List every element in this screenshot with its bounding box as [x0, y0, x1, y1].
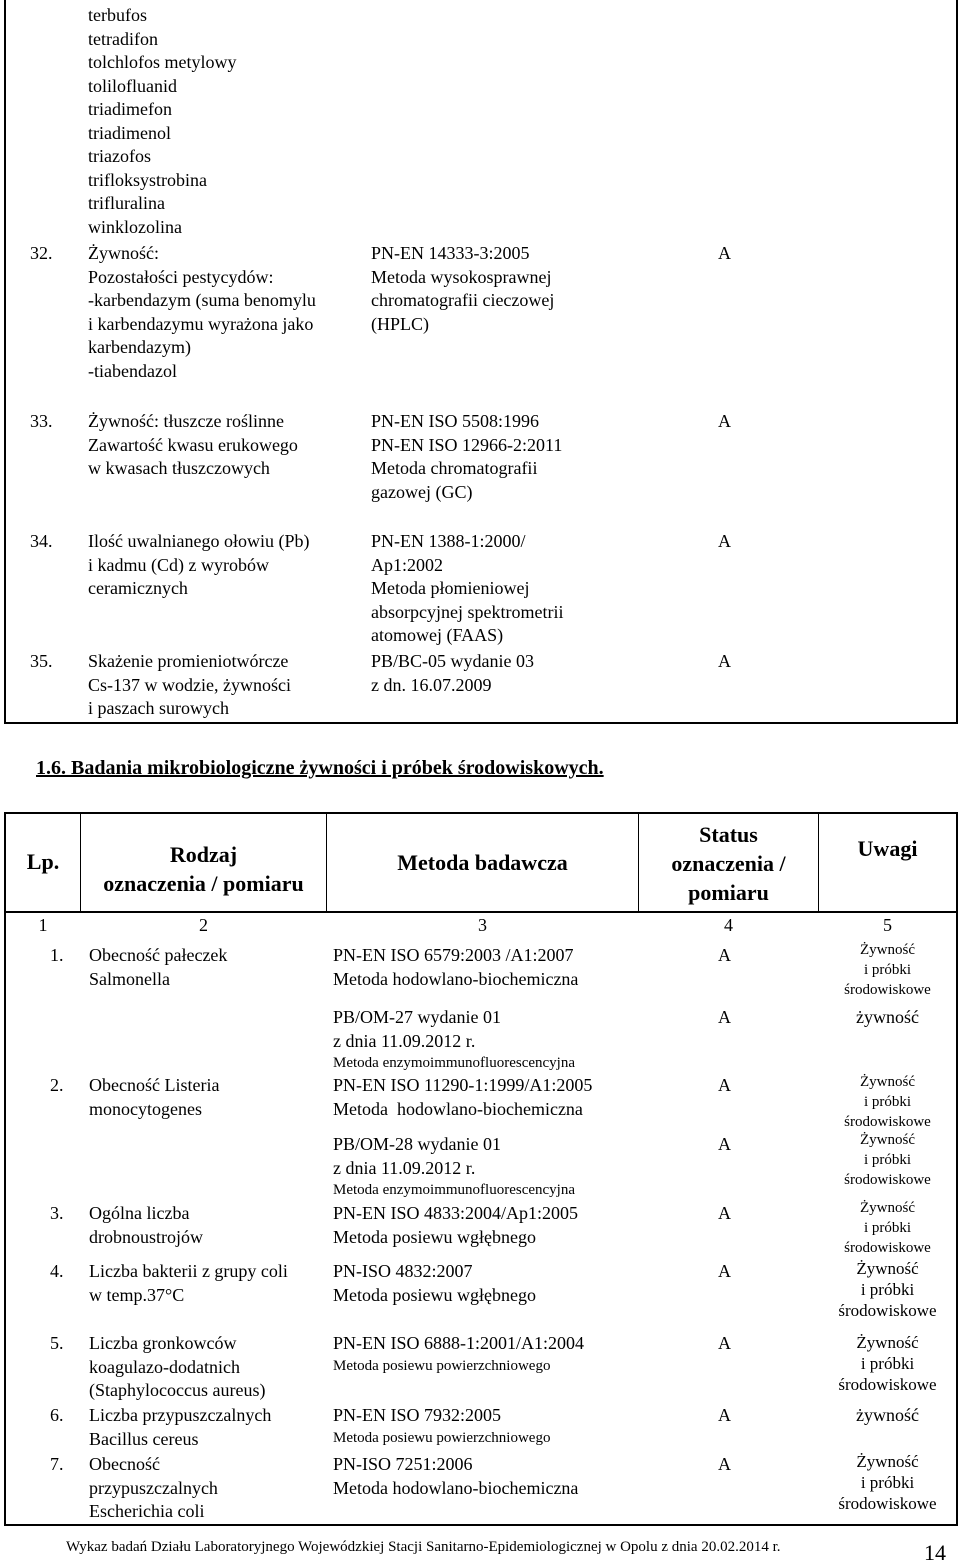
table-row-uwagi: żywność — [856, 1007, 919, 1027]
table-row-method-note: Metoda posiewu powierzchniowego — [333, 1430, 551, 1446]
row-status: A — [718, 411, 731, 431]
header-metoda: Metoda badawcza — [397, 850, 568, 875]
header-rodzaj: Rodzaj oznaczenia / pomiaru — [103, 842, 304, 896]
table-row-uwagi: Żywność i próbki środowiskowe — [844, 942, 931, 998]
col-number: 2 — [199, 915, 208, 935]
table-row-name: Liczba gronkowców koagulazo-dodatnich (Staphylococcus aureus) — [89, 1333, 266, 1400]
table-row-uwagi: Żywność i próbki środowiskowe — [838, 1333, 937, 1394]
table-row-method-note: Metoda enzymoimmunofluorescencyjna — [333, 1055, 576, 1071]
table-row-status: A — [718, 1075, 731, 1095]
table-row-status: A — [718, 1134, 731, 1154]
table-border-left — [4, 0, 6, 724]
col-number: 3 — [478, 915, 487, 935]
row-lp: 34. — [30, 531, 53, 551]
table-border-bottom — [4, 722, 958, 724]
table-row-lp: 6. — [50, 1405, 64, 1425]
row-name: Żywność: tłuszcze roślinne Zawartość kwasu erukowego w kwasach tłuszczowych — [88, 411, 298, 478]
table-row-name: Obecność przypuszczalnych Escherichia coli — [89, 1454, 218, 1521]
table-row-status: A — [718, 1203, 731, 1223]
table-row-method: PN-EN ISO 6888-1:2001/A1:2004 — [333, 1333, 584, 1353]
row-status: A — [718, 243, 731, 263]
col-number: 4 — [724, 915, 733, 935]
table-row-status: A — [718, 1405, 731, 1425]
row-status: A — [718, 651, 731, 671]
table-row-lp: 5. — [50, 1333, 64, 1353]
table-row-uwagi: Żywność i próbki środowiskowe — [838, 1452, 937, 1513]
table-row-uwagi: Żywność i próbki środowiskowe — [844, 1132, 931, 1188]
page-number: 14 — [924, 1540, 946, 1565]
table-row-method: PN-EN ISO 6579:2003 /A1:2007 Metoda hodowlano-biochemiczna — [333, 945, 579, 989]
header-uwagi: Uwagi — [857, 836, 918, 861]
table-row-status: A — [718, 1333, 731, 1353]
table-row-status: A — [718, 945, 731, 965]
table-row-method: PN-EN ISO 7932:2005 — [333, 1405, 502, 1425]
footer-text: Wykaz badań Działu Laboratoryjnego Wojewódzkiej Stacji Sanitarno-Epidemiologicznej w Opolu z dnia 20.02.2014 r. — [66, 1539, 781, 1555]
table-row-name: Obecność pałeczek Salmonella — [89, 945, 228, 989]
table-row-status: A — [718, 1261, 731, 1281]
table-row-lp: 3. — [50, 1203, 64, 1223]
row-lp: 32. — [30, 243, 53, 263]
col-number: 1 — [38, 915, 48, 935]
section-title: 1.6. Badania mikrobiologiczne żywności i próbek środowiskowych. — [36, 757, 604, 779]
row-method: PN-EN 14333-3:2005 Metoda wysokosprawnej chromatografii cieczowej (HPLC) — [371, 243, 555, 334]
table-row-status: A — [718, 1454, 731, 1474]
table-row-name: Ogólna liczba drobnoustrojów — [89, 1203, 203, 1247]
table-row-method: PN-ISO 7251:2006 Metoda hodowlano-biochemiczna — [333, 1454, 579, 1498]
table-row-method: PN-ISO 4832:2007 Metoda posiewu wgłębnego — [333, 1261, 536, 1305]
row-method: PN-EN ISO 5508:1996 PN-EN ISO 12966-2:2011 Metoda chromatografii gazowej (GC) — [371, 411, 563, 502]
pesticide-list: terbufos tetradifon tolchlofos metylowy tolilofluanid triadimefon triadimenol triazofos trifloksystrobina trifluralina winklozolina — [88, 5, 237, 237]
header-divider — [4, 911, 958, 913]
row-name: Żywność: Pozostałości pestycydów: -karbendazym (suma benomylu i karbendazymu wyrażona jako karbendazym) -tiabendazol — [88, 243, 316, 381]
table-row-lp: 1. — [50, 945, 64, 965]
col-number: 5 — [883, 915, 892, 935]
row-lp: 35. — [30, 651, 53, 671]
table-row-name: Liczba przypuszczalnych Bacillus cereus — [89, 1405, 272, 1449]
row-method: PB/BC-05 wydanie 03 z dn. 16.07.2009 — [371, 651, 535, 695]
table-border-right — [956, 0, 958, 724]
header-lp: Lp. — [26, 849, 60, 874]
header-status: Status oznaczenia / pomiaru — [671, 822, 786, 905]
table-border-right — [956, 812, 958, 1526]
table-row-lp: 2. — [50, 1075, 64, 1095]
table-row-name: Liczba bakterii z grupy coli w temp.37°C — [89, 1261, 288, 1305]
row-lp: 33. — [30, 411, 53, 431]
table-row-method: PB/OM-28 wydanie 01 z dnia 11.09.2012 r. — [333, 1134, 501, 1178]
table-row-status: A — [718, 1007, 731, 1027]
table-row-lp: 7. — [50, 1454, 64, 1474]
table-row-uwagi: Żywność i próbki środowiskowe — [844, 1074, 931, 1130]
table-row-method: PN-EN ISO 11290-1:1999/A1:2005 Metoda hodowlano-biochemiczna — [333, 1075, 593, 1119]
table-row-uwagi: żywność — [856, 1405, 919, 1425]
table-row-method: PN-EN ISO 4833:2004/Ap1:2005 Metoda posiewu wgłębnego — [333, 1203, 579, 1247]
table-row-method-note: Metoda enzymoimmunofluorescencyjna — [333, 1182, 576, 1198]
table-row-uwagi: Żywność i próbki środowiskowe — [844, 1200, 931, 1256]
row-method: PN-EN 1388-1:2000/ Ap1:2002 Metoda płomieniowej absorpcyjnej spektrometrii atomowej (FAAS) — [371, 531, 564, 645]
table-row-name: Obecność Listeria monocytogenes — [89, 1075, 220, 1119]
row-status: A — [718, 531, 731, 551]
row-name: Ilość uwalnianego ołowiu (Pb) i kadmu (Cd) z wyrobów ceramicznych — [88, 531, 310, 598]
table-row-uwagi: Żywność i próbki środowiskowe — [838, 1259, 937, 1320]
table-border-top — [4, 812, 958, 814]
table-border-bottom — [4, 1524, 958, 1526]
table-row-method-note: Metoda posiewu powierzchniowego — [333, 1358, 551, 1374]
table-row-method: PB/OM-27 wydanie 01 z dnia 11.09.2012 r. — [333, 1007, 501, 1051]
table-row-lp: 4. — [50, 1261, 64, 1281]
row-name: Skażenie promieniotwórcze Cs-137 w wodzie, żywności i paszach surowych — [88, 651, 291, 718]
